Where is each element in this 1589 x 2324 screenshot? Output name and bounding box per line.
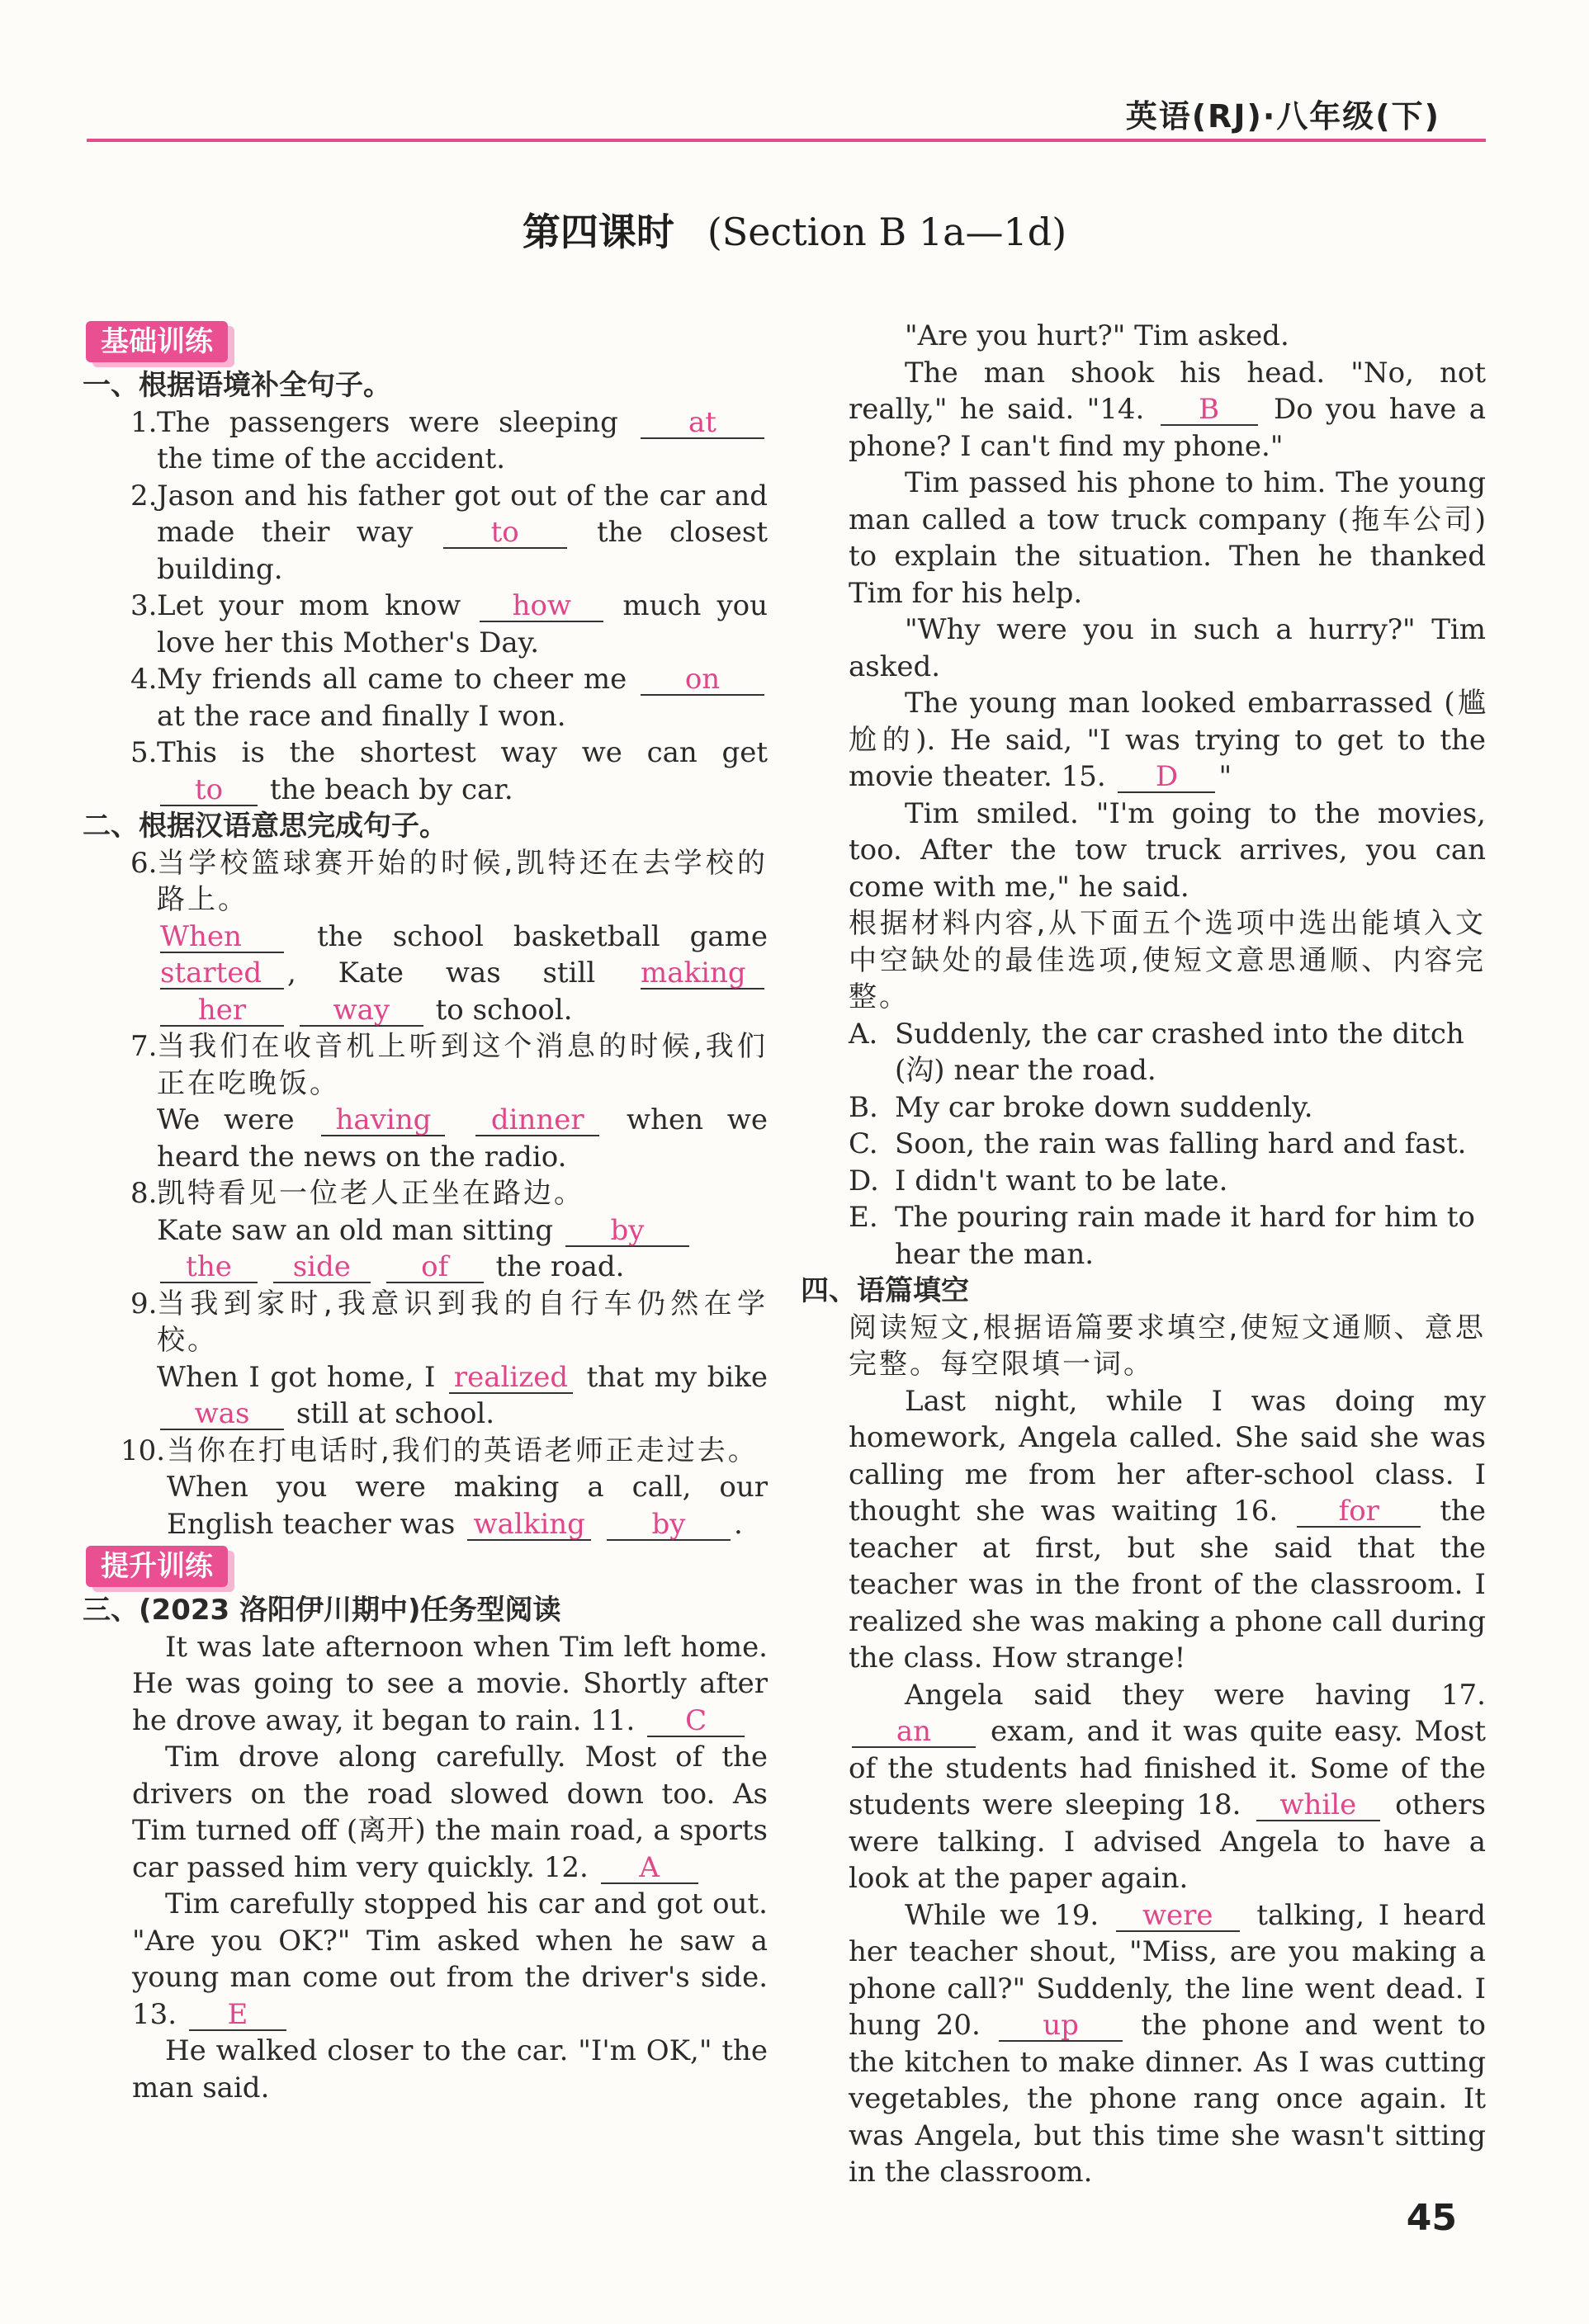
question-text: the beach by car.	[269, 772, 513, 806]
question-number: 8.	[130, 1177, 158, 1210]
section-1-heading: 一、根据语境补全句子。	[83, 369, 391, 402]
answer-blank[interactable]: an	[852, 1717, 976, 1748]
paragraph-text: Do you have a phone? I can't find my phone."	[849, 393, 1486, 463]
chinese-prompt: 当我到家时,我意识到我的自行车仍然在学校。	[157, 1287, 768, 1357]
option-e	[849, 1199, 1486, 1273]
paragraph-text: While we 19.	[905, 1898, 1100, 1932]
answer-blank[interactable]: way	[300, 995, 423, 1027]
answer-blank[interactable]: D	[1118, 762, 1215, 793]
question-text: We were	[157, 1103, 295, 1136]
basic-training-badge: 基础训练	[86, 321, 228, 362]
story-paragraph	[849, 355, 1486, 465]
instruction-text: 阅读短文,根据语篇要求填空,使短文通顺、意思完整。每空限填一词。	[849, 1311, 1486, 1381]
answer-blank[interactable]: on	[641, 664, 764, 696]
option-a	[849, 1016, 1486, 1089]
question-number: 9.	[130, 1287, 158, 1320]
answer-blank[interactable]: up	[999, 2010, 1123, 2042]
chinese-prompt: 当我们在收音机上听到这个消息的时候,我们正在吃晚饭。	[157, 1030, 768, 1100]
answer-blank[interactable]: at	[641, 408, 764, 439]
question-number: 2.	[130, 479, 158, 513]
chinese-prompt: 当你在打电话时,我们的英语老师正走过去。	[167, 1434, 759, 1467]
paragraph-text: exam, and it was quite easy. Most of the students had finished it. Some of the students were sleeping 18.	[849, 1715, 1486, 1821]
question-text: at the race and finally I won.	[157, 699, 566, 733]
story-paragraph	[849, 685, 1486, 796]
paragraph-text: others were talking. I advised Angela to have a look at the paper again.	[849, 1788, 1486, 1895]
answer-blank[interactable]: making	[641, 958, 764, 990]
question-text: When I got home, I	[157, 1360, 436, 1394]
lesson-title	[0, 202, 1589, 257]
option-text: My car broke down suddenly.	[895, 1090, 1313, 1124]
paragraph-text: Tim carefully stopped his car and got out. "Are you OK?" Tim asked when he saw a young man come out from the driver's side. 13.	[132, 1887, 768, 2031]
paragraph-text: the phone and went to the kitchen to make dinner. As I was cutting vegetables, the phone rang once again. It was Angela, but this time she wasn't sitting in the classroom.	[849, 2009, 1487, 2189]
answer-blank[interactable]: by	[607, 1509, 731, 1541]
instruction-text: 根据材料内容,从下面五个选项中选出能填入文中空缺处的最佳选项,使短文意思通顺、内容完整。	[849, 907, 1486, 1013]
paragraph-text: Tim drove along carefully. Most of the drivers on the road slowed down too. As Tim turned off (离开) the main road, a sports car passed him very quickly. 12.	[132, 1741, 768, 1884]
question-7	[83, 1028, 768, 1175]
question-text: the closest building.	[157, 516, 768, 586]
answer-line	[157, 1212, 768, 1249]
question-text: My friends all came to cheer me	[157, 663, 627, 696]
page-number: 45	[1406, 2197, 1457, 2239]
answer-blank[interactable]: was	[160, 1399, 284, 1430]
answer-blank[interactable]: C	[647, 1706, 745, 1737]
option-text: The pouring rain made it hard for him to hear the man.	[895, 1201, 1475, 1271]
options-list	[849, 1016, 1486, 1273]
question-text: Let your mom know	[157, 589, 461, 622]
question-4	[83, 661, 768, 735]
question-10	[83, 1433, 768, 1543]
question-number: 7.	[130, 1030, 158, 1063]
option-c	[849, 1126, 1486, 1163]
answer-line	[157, 1469, 768, 1542]
question-number: 3.	[130, 589, 158, 622]
question-text: The passengers were sleeping	[157, 405, 618, 439]
paragraph-text: "	[1218, 760, 1232, 793]
question-number: 10.	[121, 1434, 166, 1467]
answer-blank[interactable]: while	[1256, 1790, 1380, 1821]
answer-blank[interactable]: of	[386, 1252, 484, 1283]
answer-line	[157, 919, 768, 956]
paragraph-text: It was late afternoon when Tim left home. He was going to see a movie. Shortly after he drove away, it began to rain. 11.	[132, 1630, 768, 1737]
option-d	[849, 1163, 1486, 1200]
answer-line	[157, 1359, 768, 1433]
left-column	[83, 318, 768, 2106]
option-text: Suddenly, the car crashed into the ditch (沟) near the road.	[895, 1017, 1464, 1087]
answer-line	[157, 992, 768, 1029]
answer-blank[interactable]: dinner	[475, 1105, 599, 1136]
answer-blank[interactable]: by	[565, 1216, 689, 1247]
paragraph-text: Angela said they were having 17.	[905, 1678, 1486, 1712]
question-2	[83, 478, 768, 588]
answer-blank[interactable]: B	[1161, 394, 1258, 426]
paragraph-text: the teacher at first, but she said that the teacher was in the front of the classroom. I realized she was making a phone call during the class. How strange!	[849, 1495, 1486, 1675]
header-divider	[87, 139, 1486, 142]
answer-blank[interactable]: the	[160, 1252, 258, 1283]
paragraph-text: "Are you hurt?" Tim asked.	[905, 319, 1289, 352]
lesson-title-cn: 第四课时	[522, 210, 674, 254]
question-number: 6.	[130, 846, 158, 880]
paragraph-text: "Why were you in such a hurry?" Tim asked.	[849, 613, 1486, 683]
story-paragraph	[849, 1383, 1486, 1677]
paragraph-text: He walked closer to the car. "I'm OK," the man said.	[132, 2034, 768, 2104]
section-2-heading: 二、根据汉语意思完成句子。	[83, 810, 447, 843]
question-1	[83, 404, 768, 478]
paragraph-text: The man shook his head. "No, not really," he said. "14.	[849, 356, 1486, 426]
question-text: the road.	[495, 1250, 625, 1283]
answer-blank[interactable]: to	[443, 517, 567, 549]
answer-blank[interactable]: realized	[449, 1363, 573, 1394]
option-letter: B.	[849, 1090, 878, 1124]
question-text: that my bike	[586, 1360, 768, 1394]
story-paragraph	[83, 1629, 768, 2107]
paragraph-text: Tim smiled. "I'm going to the movies, too. After the tow truck arrives, you can come with me," he said.	[849, 796, 1486, 904]
option-letter: D.	[849, 1164, 879, 1197]
question-text: the school basketball game	[317, 919, 768, 953]
right-column	[801, 318, 1487, 2191]
chinese-prompt: 当学校篮球赛开始的时候,凯特还在去学校的路上。	[157, 846, 768, 916]
option-b	[849, 1089, 1486, 1127]
answer-line	[157, 1249, 768, 1286]
question-number: 1.	[130, 405, 158, 439]
paragraph-text: Tim passed his phone to him. The young man called a tow truck company (拖车公司) to explain the situation. Then he thanked Tim for his help.	[849, 466, 1486, 610]
question-6	[83, 845, 768, 1029]
answer-blank[interactable]: for	[1297, 1496, 1421, 1528]
answer-blank[interactable]: having	[321, 1105, 445, 1136]
question-8	[83, 1175, 768, 1286]
answer-blank[interactable]: A	[601, 1853, 698, 1884]
question-text: the time of the accident.	[157, 442, 506, 475]
story-paragraph	[849, 1897, 1486, 2191]
question-5	[83, 735, 768, 808]
question-9	[83, 1286, 768, 1433]
answer-blank[interactable]: to	[160, 775, 258, 806]
question-text: .	[734, 1507, 743, 1541]
question-text: to school.	[435, 993, 573, 1027]
question-text: When you were making a call, our English teacher was	[167, 1471, 768, 1541]
question-text: much you love her this Mother's Day.	[157, 589, 768, 659]
advanced-training-badge: 提升训练	[86, 1546, 228, 1587]
option-letter: A.	[849, 1017, 878, 1051]
option-text: I didn't want to be late.	[895, 1164, 1228, 1197]
lesson-title-en: (Section B 1a—1d)	[707, 210, 1067, 254]
answer-line	[157, 955, 768, 992]
question-text: still at school.	[296, 1397, 495, 1430]
answer-blank[interactable]: walking	[467, 1509, 591, 1541]
section-3-heading: 三、(2023 洛阳伊川期中)任务型阅读	[83, 1594, 561, 1627]
question-text: , Kate was still	[287, 957, 596, 990]
question-text: when we heard the news on the radio.	[157, 1103, 768, 1174]
question-number: 5.	[130, 736, 158, 769]
answer-blank[interactable]: side	[273, 1252, 371, 1283]
answer-blank[interactable]: her	[160, 995, 284, 1027]
answer-blank[interactable]: E	[189, 2000, 286, 2031]
answer-blank[interactable]: When	[160, 922, 284, 953]
option-letter: E.	[849, 1201, 878, 1234]
option-letter: C.	[849, 1127, 878, 1160]
question-3	[83, 588, 768, 661]
paragraph-text: talking, I heard her teacher shout, "Miss, are you making a phone call?" Suddenly, the line went dead. I hung 20.	[849, 1898, 1487, 2042]
paragraph-text: The young man looked embarrassed (尴尬的). He said, "I was trying to get to the movie theater. 15.	[849, 687, 1486, 793]
answer-blank[interactable]: started	[160, 958, 284, 990]
question-text: Kate saw an old man sitting	[157, 1213, 554, 1247]
question-text: This is the shortest way we can get	[157, 736, 768, 769]
book-title: 英语(RJ)·八年级(下)	[1125, 98, 1440, 135]
option-text: Soon, the rain was falling hard and fast.	[895, 1127, 1467, 1160]
story-paragraph	[849, 1677, 1486, 1897]
chinese-prompt: 凯特看见一位老人正坐在路边。	[157, 1177, 584, 1210]
answer-blank[interactable]: how	[480, 591, 603, 622]
question-text: Jason and his father got out of the car and made their way	[157, 479, 768, 549]
answer-blank[interactable]: were	[1116, 1901, 1240, 1932]
answer-line	[157, 1102, 768, 1175]
section-4-heading: 四、语篇填空	[801, 1274, 969, 1307]
paragraph-text: Last night, while I was doing my homework, Angela called. She said she was calling me from her after-school class. I thought she was waiting 16.	[849, 1384, 1486, 1528]
question-number: 4.	[130, 663, 158, 696]
